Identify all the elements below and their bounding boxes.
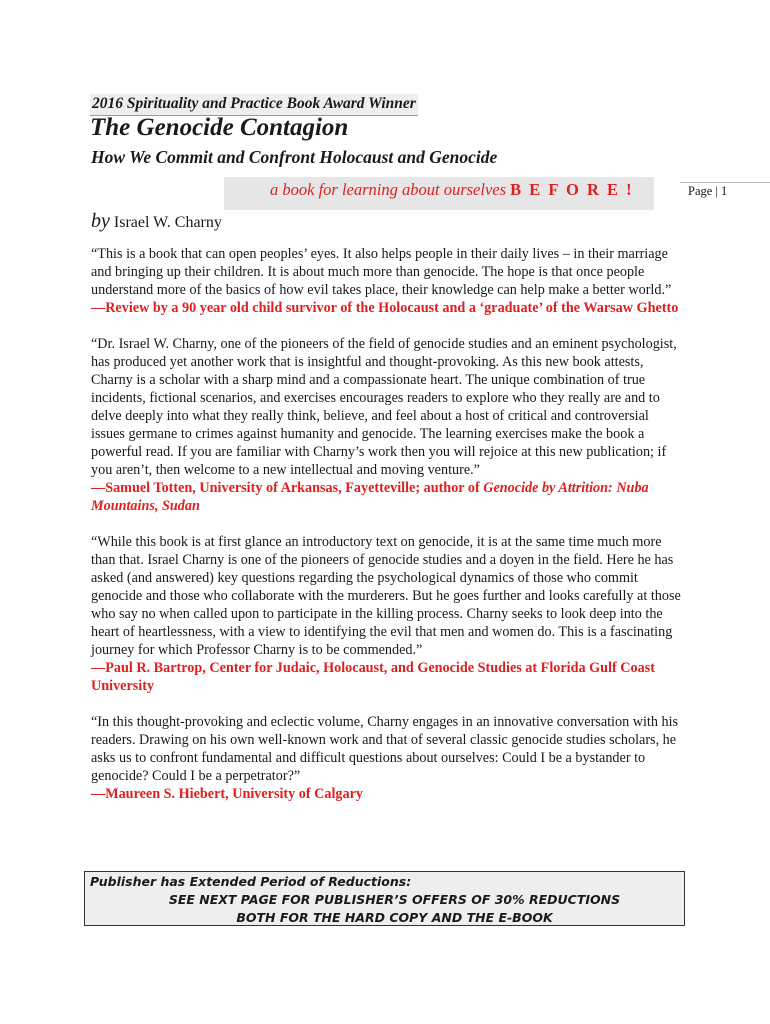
review-attribution bbox=[91, 480, 649, 514]
byline-by: by bbox=[91, 210, 110, 232]
review-quote: “While this book is at first glance an introductory text on genocide, it is at the same time much more than that. Israel Charny is one of the pioneers of genocide studies and a doyen in the field. Here he has asked (and answered) key questions regarding the psychological dynamics of those who commit genocide and those who collaborate with the murderers. But he goes further and looks carefully at those who say no when called upon to participate in the killing process. Charny seeks to look deep into the heart of heartlessness, with a view to identifying the evil that men and women do. This is a fascinating journey for which Professor Charny is to be commended.” bbox=[91, 534, 681, 658]
publisher-offer-line: SEE NEXT PAGE FOR PUBLISHER’S OFFERS OF 30% REDUCTIONS bbox=[168, 892, 621, 907]
review-4 bbox=[91, 713, 681, 803]
review-3 bbox=[91, 533, 681, 695]
tagline-before: B E F O R E ! bbox=[510, 180, 634, 199]
author-name: Israel W. Charny bbox=[109, 214, 222, 231]
page-number: Page | 1 bbox=[688, 184, 728, 198]
review-attribution: —Paul R. Bartrop, Center for Judaic, Holocaust, and Genocide Studies at Florida Gulf Coast University bbox=[91, 660, 655, 694]
review-attribution: —Maureen S. Hiebert, University of Calgary bbox=[91, 786, 364, 802]
reviews-section bbox=[91, 245, 681, 821]
publisher-offer-line: BOTH FOR THE HARD COPY AND THE E-BOOK bbox=[236, 910, 553, 925]
review-2 bbox=[91, 335, 681, 515]
tagline-text: a book for learning about ourselves bbox=[270, 180, 511, 199]
award-banner: 2016 Spirituality and Practice Book Award Winner bbox=[90, 94, 418, 116]
book-subtitle: How We Commit and Confront Holocaust and Genocide bbox=[91, 147, 498, 167]
attribution-text: —Samuel Totten, University of Arkansas, Fayetteville; author of bbox=[91, 480, 484, 496]
review-attribution: —Review by a 90 year old child survivor of the Holocaust and a ‘graduate’ of the Warsaw Ghetto bbox=[91, 300, 679, 316]
attribution-book-title: Genocide by Attrition: Nuba Mountains, Sudan bbox=[91, 480, 649, 514]
publisher-offer-heading: Publisher has Extended Period of Reductions: bbox=[90, 874, 412, 889]
review-quote: “Dr. Israel W. Charny, one of the pioneers of the field of genocide studies and an eminent psychologist, has produced yet another work that is insightful and thought-provoking. As this new book attests, Charny is a scholar with a sharp mind and a compassionate heart. The unique combination of true incidents, fictional scenarios, and exercises encourages readers to explore who they really are and to delve deeply into what they really think, believe, and feel about a host of critical and controversial issues germane to crimes against humanity and genocide. The learning exercises make the book a powerful read. If you are familiar with Charny’s work then you will rejoice at this new publication; if you aren’t, then welcome to a new intellectual and moving venture.” bbox=[91, 336, 677, 478]
review-quote: “In this thought-provoking and eclectic volume, Charny engages in an innovative conversation with his readers. Drawing on his own well-known work and that of several classic genocide studies scholars, he asks us to confront fundamental and difficult questions about ourselves: Could I be a bystander to genocide? Could I be a perpetrator?” bbox=[91, 714, 679, 784]
review-quote: “This is a book that can open peoples’ eyes. It also helps people in their daily lives – in their marriage and bringing up their children. It is about much more than genocide. The hope is that once people understand more of the basics of how evil takes place, their knowledge can help make a better world.” bbox=[91, 246, 672, 298]
tagline bbox=[270, 180, 634, 200]
publisher-offer-box bbox=[84, 871, 685, 926]
review-1 bbox=[91, 245, 681, 317]
byline bbox=[91, 210, 222, 233]
book-title: The Genocide Contagion bbox=[90, 114, 349, 141]
page-header-rule bbox=[680, 182, 770, 183]
